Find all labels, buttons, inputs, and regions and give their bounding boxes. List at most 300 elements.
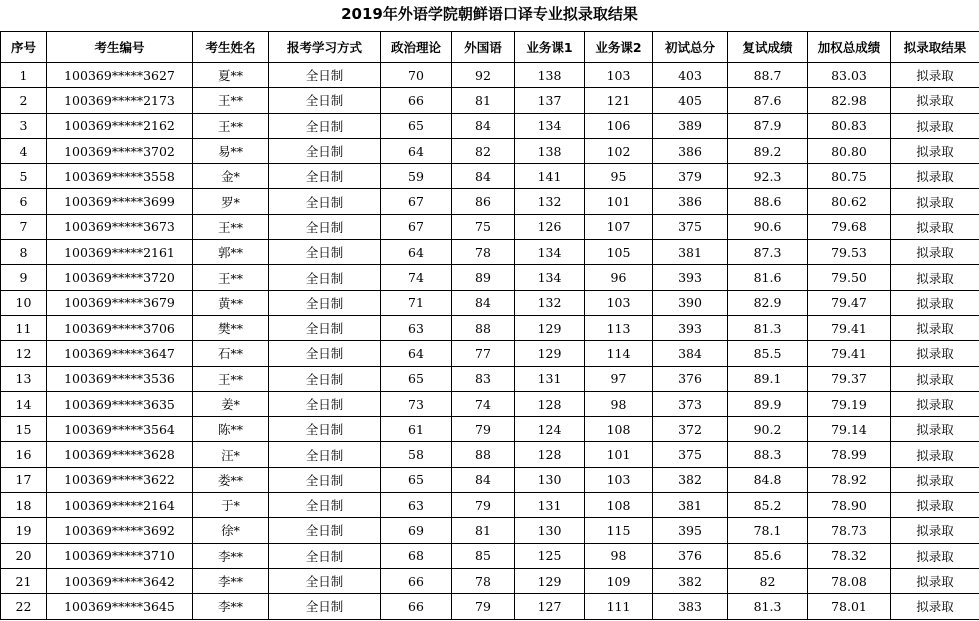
- cell-col-subject-1: 134: [515, 113, 585, 138]
- cell-col-prelim-total: 376: [653, 366, 728, 391]
- cell-col-foreign-language: 84: [452, 467, 515, 492]
- cell-col-seq: 19: [1, 518, 47, 543]
- cell-col-foreign-language: 78: [452, 568, 515, 593]
- cell-col-politics: 65: [381, 113, 452, 138]
- cell-col-subject-2: 105: [585, 240, 653, 265]
- cell-col-subject-1: 130: [515, 467, 585, 492]
- cell-col-weighted-total: 78.90: [808, 493, 891, 518]
- cell-col-seq: 5: [1, 164, 47, 189]
- table-row: [1, 138, 979, 163]
- cell-col-prelim-total: 375: [653, 214, 728, 239]
- cell-col-subject-2: 108: [585, 493, 653, 518]
- cell-col-admission-result: 拟录取: [891, 138, 979, 163]
- cell-col-prelim-total: 382: [653, 568, 728, 593]
- cell-col-weighted-total: 82.98: [808, 88, 891, 113]
- cell-col-admission-result: 拟录取: [891, 315, 979, 340]
- cell-col-retest-score: 85.5: [728, 341, 808, 366]
- cell-col-name: 金*: [193, 164, 269, 189]
- cell-col-politics: 64: [381, 240, 452, 265]
- cell-col-name: 王**: [193, 88, 269, 113]
- header-col-study-mode: 报考学习方式: [269, 32, 381, 63]
- cell-col-weighted-total: 80.62: [808, 189, 891, 214]
- cell-col-politics: 74: [381, 265, 452, 290]
- cell-col-admission-result: 拟录取: [891, 594, 979, 619]
- table-row: [1, 189, 979, 214]
- cell-col-subject-2: 97: [585, 366, 653, 391]
- table-row: [1, 366, 979, 391]
- cell-col-study-mode: 全日制: [269, 138, 381, 163]
- cell-col-admission-result: 拟录取: [891, 88, 979, 113]
- cell-col-subject-2: 115: [585, 518, 653, 543]
- cell-col-name: 于*: [193, 493, 269, 518]
- cell-col-study-mode: 全日制: [269, 189, 381, 214]
- header-col-prelim-total: 初试总分: [653, 32, 728, 63]
- cell-col-subject-1: 127: [515, 594, 585, 619]
- cell-col-seq: 10: [1, 290, 47, 315]
- cell-col-weighted-total: 79.50: [808, 265, 891, 290]
- cell-col-exam-id: 100369*****3622: [47, 467, 193, 492]
- cell-col-politics: 69: [381, 518, 452, 543]
- cell-col-foreign-language: 77: [452, 341, 515, 366]
- cell-col-weighted-total: 79.37: [808, 366, 891, 391]
- cell-col-name: 陈**: [193, 417, 269, 442]
- cell-col-exam-id: 100369*****2162: [47, 113, 193, 138]
- cell-col-foreign-language: 84: [452, 164, 515, 189]
- cell-col-retest-score: 82.9: [728, 290, 808, 315]
- cell-col-foreign-language: 86: [452, 189, 515, 214]
- cell-col-exam-id: 100369*****3673: [47, 214, 193, 239]
- cell-col-politics: 59: [381, 164, 452, 189]
- cell-col-study-mode: 全日制: [269, 290, 381, 315]
- cell-col-admission-result: 拟录取: [891, 63, 979, 88]
- cell-col-subject-1: 125: [515, 543, 585, 568]
- cell-col-name: 王**: [193, 113, 269, 138]
- cell-col-admission-result: 拟录取: [891, 164, 979, 189]
- cell-col-study-mode: 全日制: [269, 442, 381, 467]
- cell-col-exam-id: 100369*****3679: [47, 290, 193, 315]
- cell-col-subject-2: 101: [585, 189, 653, 214]
- cell-col-admission-result: 拟录取: [891, 493, 979, 518]
- cell-col-weighted-total: 79.47: [808, 290, 891, 315]
- cell-col-subject-1: 129: [515, 568, 585, 593]
- cell-col-subject-1: 126: [515, 214, 585, 239]
- cell-col-seq: 21: [1, 568, 47, 593]
- table-row: [1, 417, 979, 442]
- cell-col-foreign-language: 79: [452, 493, 515, 518]
- cell-col-name: 姜*: [193, 391, 269, 416]
- cell-col-study-mode: 全日制: [269, 366, 381, 391]
- cell-col-subject-1: 132: [515, 290, 585, 315]
- cell-col-study-mode: 全日制: [269, 543, 381, 568]
- cell-col-weighted-total: 80.75: [808, 164, 891, 189]
- cell-col-subject-2: 102: [585, 138, 653, 163]
- cell-col-politics: 58: [381, 442, 452, 467]
- cell-col-prelim-total: 393: [653, 315, 728, 340]
- cell-col-exam-id: 100369*****3647: [47, 341, 193, 366]
- cell-col-name: 徐*: [193, 518, 269, 543]
- admission-results-table: [0, 31, 979, 620]
- header-row: [1, 32, 979, 63]
- cell-col-prelim-total: 384: [653, 341, 728, 366]
- cell-col-subject-2: 103: [585, 290, 653, 315]
- cell-col-weighted-total: 79.53: [808, 240, 891, 265]
- cell-col-retest-score: 78.1: [728, 518, 808, 543]
- table-row: [1, 467, 979, 492]
- cell-col-prelim-total: 382: [653, 467, 728, 492]
- cell-col-retest-score: 88.7: [728, 63, 808, 88]
- cell-col-seq: 17: [1, 467, 47, 492]
- cell-col-exam-id: 100369*****3699: [47, 189, 193, 214]
- cell-col-politics: 63: [381, 493, 452, 518]
- cell-col-subject-2: 95: [585, 164, 653, 189]
- cell-col-study-mode: 全日制: [269, 467, 381, 492]
- cell-col-politics: 73: [381, 391, 452, 416]
- cell-col-weighted-total: 78.92: [808, 467, 891, 492]
- cell-col-politics: 66: [381, 88, 452, 113]
- cell-col-admission-result: 拟录取: [891, 467, 979, 492]
- cell-col-foreign-language: 84: [452, 113, 515, 138]
- table-row: [1, 240, 979, 265]
- cell-col-foreign-language: 75: [452, 214, 515, 239]
- cell-col-seq: 16: [1, 442, 47, 467]
- cell-col-politics: 67: [381, 189, 452, 214]
- table-row: [1, 290, 979, 315]
- header-col-admission-result: 拟录取结果: [891, 32, 979, 63]
- cell-col-prelim-total: 390: [653, 290, 728, 315]
- cell-col-prelim-total: 386: [653, 138, 728, 163]
- cell-col-politics: 67: [381, 214, 452, 239]
- cell-col-exam-id: 100369*****3536: [47, 366, 193, 391]
- cell-col-name: 李**: [193, 568, 269, 593]
- cell-col-retest-score: 81.3: [728, 594, 808, 619]
- table-row: [1, 518, 979, 543]
- cell-col-exam-id: 100369*****2173: [47, 88, 193, 113]
- cell-col-foreign-language: 88: [452, 442, 515, 467]
- cell-col-retest-score: 87.6: [728, 88, 808, 113]
- cell-col-admission-result: 拟录取: [891, 366, 979, 391]
- cell-col-prelim-total: 376: [653, 543, 728, 568]
- header-col-politics: 政治理论: [381, 32, 452, 63]
- cell-col-admission-result: 拟录取: [891, 442, 979, 467]
- cell-col-study-mode: 全日制: [269, 113, 381, 138]
- cell-col-retest-score: 90.6: [728, 214, 808, 239]
- cell-col-exam-id: 100369*****3710: [47, 543, 193, 568]
- page-title: 2019年外语学院朝鲜语口译专业拟录取结果: [341, 5, 638, 23]
- cell-col-name: 夏**: [193, 63, 269, 88]
- cell-col-admission-result: 拟录取: [891, 417, 979, 442]
- cell-col-subject-2: 108: [585, 417, 653, 442]
- cell-col-prelim-total: 395: [653, 518, 728, 543]
- cell-col-subject-2: 121: [585, 88, 653, 113]
- cell-col-subject-1: 131: [515, 366, 585, 391]
- cell-col-subject-1: 138: [515, 138, 585, 163]
- cell-col-exam-id: 100369*****3635: [47, 391, 193, 416]
- cell-col-seq: 18: [1, 493, 47, 518]
- cell-col-subject-2: 103: [585, 63, 653, 88]
- cell-col-subject-2: 113: [585, 315, 653, 340]
- cell-col-politics: 65: [381, 366, 452, 391]
- cell-col-study-mode: 全日制: [269, 88, 381, 113]
- cell-col-admission-result: 拟录取: [891, 391, 979, 416]
- cell-col-prelim-total: 372: [653, 417, 728, 442]
- cell-col-study-mode: 全日制: [269, 315, 381, 340]
- cell-col-retest-score: 89.9: [728, 391, 808, 416]
- table-row: [1, 493, 979, 518]
- cell-col-subject-1: 130: [515, 518, 585, 543]
- cell-col-foreign-language: 88: [452, 315, 515, 340]
- cell-col-name: 王**: [193, 366, 269, 391]
- cell-col-study-mode: 全日制: [269, 341, 381, 366]
- cell-col-exam-id: 100369*****3720: [47, 265, 193, 290]
- cell-col-subject-1: 138: [515, 63, 585, 88]
- cell-col-weighted-total: 80.83: [808, 113, 891, 138]
- cell-col-weighted-total: 79.41: [808, 341, 891, 366]
- cell-col-study-mode: 全日制: [269, 63, 381, 88]
- cell-col-subject-2: 114: [585, 341, 653, 366]
- cell-col-subject-2: 96: [585, 265, 653, 290]
- cell-col-seq: 3: [1, 113, 47, 138]
- cell-col-exam-id: 100369*****2161: [47, 240, 193, 265]
- cell-col-study-mode: 全日制: [269, 214, 381, 239]
- cell-col-study-mode: 全日制: [269, 417, 381, 442]
- cell-col-weighted-total: 78.32: [808, 543, 891, 568]
- cell-col-weighted-total: 79.68: [808, 214, 891, 239]
- cell-col-seq: 22: [1, 594, 47, 619]
- cell-col-name: 李**: [193, 543, 269, 568]
- cell-col-weighted-total: 79.19: [808, 391, 891, 416]
- header-col-exam-id: 考生编号: [47, 32, 193, 63]
- cell-col-politics: 66: [381, 568, 452, 593]
- cell-col-subject-1: 137: [515, 88, 585, 113]
- cell-col-subject-1: 128: [515, 442, 585, 467]
- cell-col-prelim-total: 383: [653, 594, 728, 619]
- cell-col-politics: 64: [381, 138, 452, 163]
- table-row: [1, 113, 979, 138]
- cell-col-exam-id: 100369*****3642: [47, 568, 193, 593]
- cell-col-name: 黄**: [193, 290, 269, 315]
- table-row: [1, 391, 979, 416]
- cell-col-foreign-language: 92: [452, 63, 515, 88]
- table-row: [1, 341, 979, 366]
- cell-col-name: 娄**: [193, 467, 269, 492]
- cell-col-seq: 20: [1, 543, 47, 568]
- header-col-retest-score: 复试成绩: [728, 32, 808, 63]
- cell-col-exam-id: 100369*****3645: [47, 594, 193, 619]
- cell-col-admission-result: 拟录取: [891, 518, 979, 543]
- cell-col-seq: 12: [1, 341, 47, 366]
- cell-col-politics: 61: [381, 417, 452, 442]
- table-row: [1, 594, 979, 619]
- cell-col-retest-score: 90.2: [728, 417, 808, 442]
- table-row: [1, 315, 979, 340]
- cell-col-admission-result: 拟录取: [891, 265, 979, 290]
- cell-col-subject-2: 101: [585, 442, 653, 467]
- cell-col-foreign-language: 89: [452, 265, 515, 290]
- cell-col-politics: 65: [381, 467, 452, 492]
- cell-col-politics: 63: [381, 315, 452, 340]
- cell-col-foreign-language: 82: [452, 138, 515, 163]
- cell-col-foreign-language: 81: [452, 88, 515, 113]
- cell-col-seq: 14: [1, 391, 47, 416]
- cell-col-retest-score: 88.3: [728, 442, 808, 467]
- cell-col-name: 李**: [193, 594, 269, 619]
- cell-col-seq: 6: [1, 189, 47, 214]
- cell-col-seq: 11: [1, 315, 47, 340]
- table-row: [1, 164, 979, 189]
- cell-col-prelim-total: 405: [653, 88, 728, 113]
- cell-col-subject-1: 124: [515, 417, 585, 442]
- header-col-foreign-language: 外国语: [452, 32, 515, 63]
- cell-col-seq: 15: [1, 417, 47, 442]
- cell-col-weighted-total: 79.14: [808, 417, 891, 442]
- cell-col-subject-1: 134: [515, 265, 585, 290]
- cell-col-foreign-language: 78: [452, 240, 515, 265]
- cell-col-prelim-total: 381: [653, 493, 728, 518]
- cell-col-exam-id: 100369*****3692: [47, 518, 193, 543]
- cell-col-foreign-language: 79: [452, 417, 515, 442]
- header-col-seq: 序号: [1, 32, 47, 63]
- cell-col-admission-result: 拟录取: [891, 341, 979, 366]
- cell-col-prelim-total: 373: [653, 391, 728, 416]
- cell-col-retest-score: 92.3: [728, 164, 808, 189]
- cell-col-exam-id: 100369*****3558: [47, 164, 193, 189]
- cell-col-study-mode: 全日制: [269, 493, 381, 518]
- cell-col-prelim-total: 375: [653, 442, 728, 467]
- cell-col-prelim-total: 386: [653, 189, 728, 214]
- table-row: [1, 265, 979, 290]
- table-row: [1, 543, 979, 568]
- cell-col-seq: 13: [1, 366, 47, 391]
- cell-col-prelim-total: 393: [653, 265, 728, 290]
- cell-col-foreign-language: 74: [452, 391, 515, 416]
- cell-col-foreign-language: 84: [452, 290, 515, 315]
- cell-col-politics: 70: [381, 63, 452, 88]
- cell-col-foreign-language: 85: [452, 543, 515, 568]
- cell-col-seq: 7: [1, 214, 47, 239]
- cell-col-retest-score: 84.8: [728, 467, 808, 492]
- cell-col-name: 郭**: [193, 240, 269, 265]
- cell-col-exam-id: 100369*****3564: [47, 417, 193, 442]
- cell-col-subject-1: 128: [515, 391, 585, 416]
- cell-col-politics: 66: [381, 594, 452, 619]
- header-col-weighted-total: 加权总成绩: [808, 32, 891, 63]
- cell-col-foreign-language: 83: [452, 366, 515, 391]
- cell-col-retest-score: 88.6: [728, 189, 808, 214]
- cell-col-admission-result: 拟录取: [891, 290, 979, 315]
- cell-col-retest-score: 87.3: [728, 240, 808, 265]
- cell-col-admission-result: 拟录取: [891, 189, 979, 214]
- cell-col-retest-score: 81.3: [728, 315, 808, 340]
- cell-col-study-mode: 全日制: [269, 240, 381, 265]
- cell-col-exam-id: 100369*****3702: [47, 138, 193, 163]
- cell-col-exam-id: 100369*****3627: [47, 63, 193, 88]
- cell-col-subject-2: 111: [585, 594, 653, 619]
- cell-col-subject-2: 106: [585, 113, 653, 138]
- cell-col-admission-result: 拟录取: [891, 240, 979, 265]
- cell-col-retest-score: 81.6: [728, 265, 808, 290]
- cell-col-weighted-total: 78.99: [808, 442, 891, 467]
- cell-col-prelim-total: 389: [653, 113, 728, 138]
- cell-col-prelim-total: 379: [653, 164, 728, 189]
- cell-col-retest-score: 82: [728, 568, 808, 593]
- cell-col-retest-score: 85.2: [728, 493, 808, 518]
- cell-col-politics: 64: [381, 341, 452, 366]
- cell-col-admission-result: 拟录取: [891, 568, 979, 593]
- header-col-name: 考生姓名: [193, 32, 269, 63]
- cell-col-retest-score: 85.6: [728, 543, 808, 568]
- table-row: [1, 214, 979, 239]
- cell-col-seq: 4: [1, 138, 47, 163]
- cell-col-subject-2: 103: [585, 467, 653, 492]
- cell-col-study-mode: 全日制: [269, 265, 381, 290]
- header-col-subject-1: 业务课1: [515, 32, 585, 63]
- cell-col-prelim-total: 381: [653, 240, 728, 265]
- cell-col-subject-2: 109: [585, 568, 653, 593]
- table-row: [1, 63, 979, 88]
- cell-col-subject-1: 134: [515, 240, 585, 265]
- cell-col-weighted-total: 78.73: [808, 518, 891, 543]
- cell-col-admission-result: 拟录取: [891, 214, 979, 239]
- cell-col-admission-result: 拟录取: [891, 113, 979, 138]
- cell-col-subject-1: 141: [515, 164, 585, 189]
- cell-col-study-mode: 全日制: [269, 164, 381, 189]
- cell-col-retest-score: 89.2: [728, 138, 808, 163]
- table-row: [1, 88, 979, 113]
- cell-col-retest-score: 89.1: [728, 366, 808, 391]
- cell-col-seq: 2: [1, 88, 47, 113]
- cell-col-study-mode: 全日制: [269, 594, 381, 619]
- cell-col-foreign-language: 81: [452, 518, 515, 543]
- cell-col-subject-2: 107: [585, 214, 653, 239]
- cell-col-study-mode: 全日制: [269, 391, 381, 416]
- cell-col-weighted-total: 78.01: [808, 594, 891, 619]
- cell-col-weighted-total: 80.80: [808, 138, 891, 163]
- cell-col-weighted-total: 83.03: [808, 63, 891, 88]
- cell-col-subject-1: 131: [515, 493, 585, 518]
- cell-col-politics: 71: [381, 290, 452, 315]
- cell-col-seq: 1: [1, 63, 47, 88]
- cell-col-retest-score: 87.9: [728, 113, 808, 138]
- cell-col-subject-2: 98: [585, 543, 653, 568]
- cell-col-admission-result: 拟录取: [891, 543, 979, 568]
- cell-col-foreign-language: 79: [452, 594, 515, 619]
- table-row: [1, 442, 979, 467]
- table-row: [1, 568, 979, 593]
- cell-col-exam-id: 100369*****3628: [47, 442, 193, 467]
- cell-col-name: 樊**: [193, 315, 269, 340]
- cell-col-prelim-total: 403: [653, 63, 728, 88]
- cell-col-name: 易**: [193, 138, 269, 163]
- cell-col-exam-id: 100369*****3706: [47, 315, 193, 340]
- cell-col-politics: 68: [381, 543, 452, 568]
- cell-col-study-mode: 全日制: [269, 518, 381, 543]
- cell-col-name: 石**: [193, 341, 269, 366]
- cell-col-seq: 8: [1, 240, 47, 265]
- cell-col-name: 王**: [193, 265, 269, 290]
- cell-col-subject-1: 129: [515, 315, 585, 340]
- cell-col-weighted-total: 79.41: [808, 315, 891, 340]
- cell-col-study-mode: 全日制: [269, 568, 381, 593]
- header-col-subject-2: 业务课2: [585, 32, 653, 63]
- cell-col-subject-1: 129: [515, 341, 585, 366]
- cell-col-exam-id: 100369*****2164: [47, 493, 193, 518]
- cell-col-seq: 9: [1, 265, 47, 290]
- cell-col-name: 王**: [193, 214, 269, 239]
- cell-col-name: 罗*: [193, 189, 269, 214]
- cell-col-subject-1: 132: [515, 189, 585, 214]
- cell-col-name: 汪*: [193, 442, 269, 467]
- cell-col-weighted-total: 78.08: [808, 568, 891, 593]
